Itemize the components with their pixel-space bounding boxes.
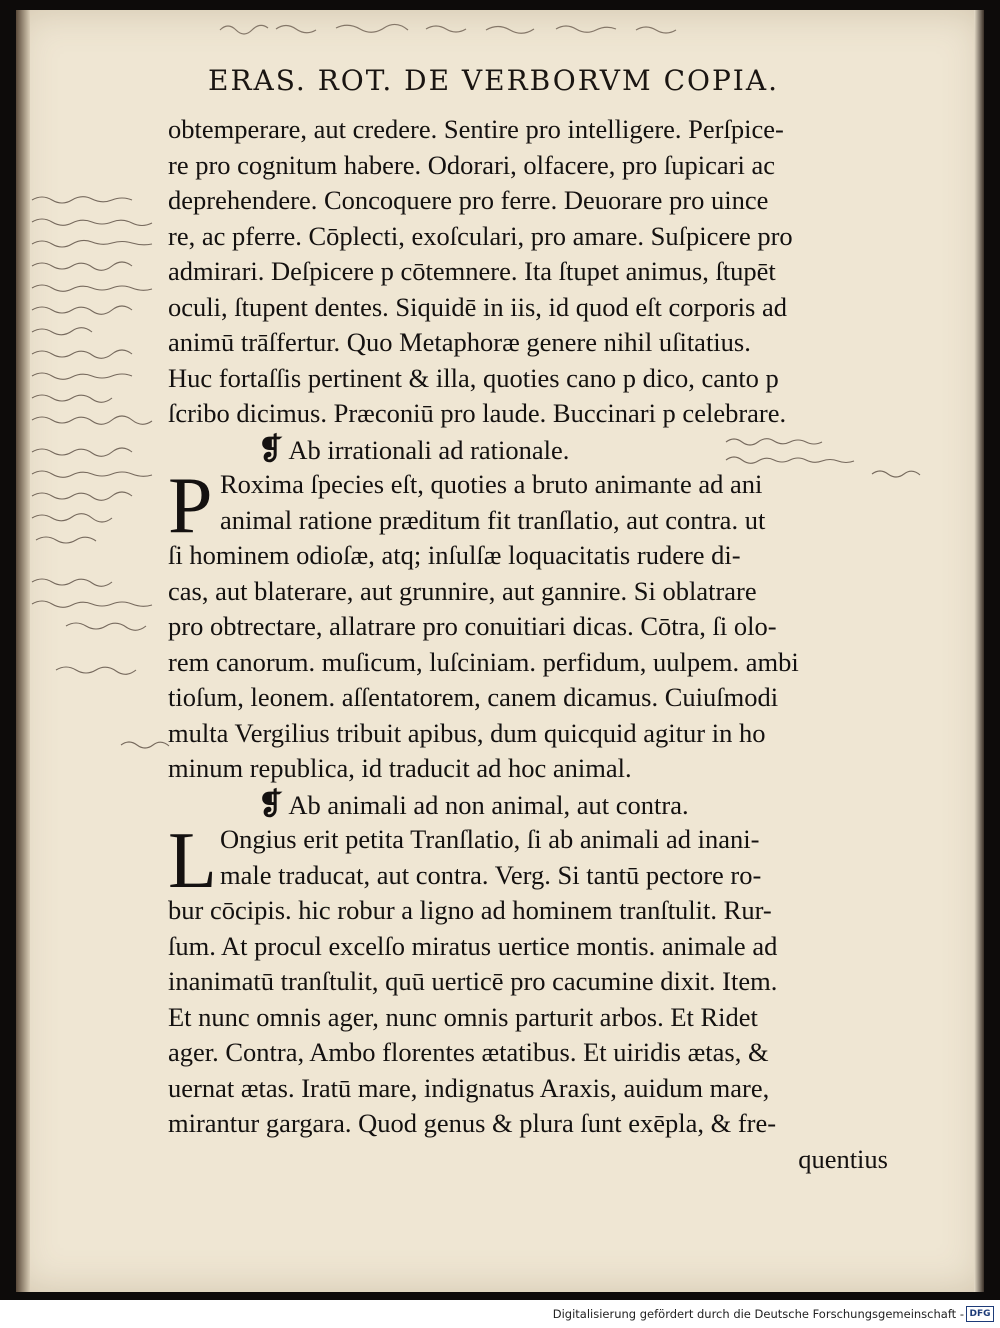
catchword: quentius — [798, 1143, 888, 1174]
text-line: animū trāſfertur. Quo Metaphoræ genere nihil uſitatius. — [168, 327, 751, 357]
text-line: Roxima ſpecies eſt, quoties a bruto animante ad ani — [220, 469, 763, 499]
text-line: Huc fortaſſis pertinent & illa, quoties cano p dico, canto p — [168, 362, 779, 393]
footer-credit: Digitalisierung gefördert durch die Deutsche Forschungsgemeinschaft - — [552, 1307, 964, 1321]
text-line: ſcribo dicimus. Præconiū pro laude. Buccinari p celebrare. — [168, 398, 787, 428]
drop-cap: P — [168, 462, 213, 550]
section-heading — [168, 432, 888, 468]
running-head: ERAS. ROT. DE VERBORVM COPIA. — [208, 64, 779, 97]
text-line: oculi, ſtupent dentes. Siquidē in iis, id quod eſt corporis ad — [168, 291, 787, 322]
text-line: re pro cognitum habere. Odorari, olfacere, pro ſupicari ac — [168, 149, 776, 180]
marginalia-top — [216, 20, 736, 36]
footer-bar — [0, 1300, 1000, 1328]
text-line: mirantur gargara. Quod genus & plura ſunt exēpla, & fre- — [168, 1108, 777, 1138]
pilcrow-icon: ❡ — [258, 432, 284, 466]
section-heading — [168, 787, 888, 823]
drop-cap: L — [168, 817, 217, 905]
text-line: male traducat, aut contra. Verg. Si tantū pectore ro- — [220, 859, 762, 890]
text-line: multa Vergilius tribuit apibus, dum quicquid agitur in ho — [168, 717, 766, 748]
text-line: obtemperare, aut credere. Sentire pro intelligere. Perſpice- — [168, 114, 784, 144]
text-line: inanimatū tranſtulit, quū uerticē pro cacumine dixit. Item. — [168, 966, 778, 996]
text-line: animal ratione præditum fit tranſlatio, aut contra. ut — [220, 504, 766, 535]
paragraph-3 — [168, 817, 888, 1142]
section-heading-text: Ab irrationali ad rationale. — [288, 434, 570, 465]
text-line: admirari. Deſpicere p cōtemnere. Ita ſtupet animus, ſtupēt — [168, 256, 776, 286]
text-line: uernat ætas. Iratū mare, indignatus Araxis, auidum mare, — [168, 1072, 770, 1103]
pilcrow-icon: ❡ — [258, 787, 284, 821]
text-line: bur cōcipis. hic robur a ligno ad hominem tranſtulit. Rur- — [168, 895, 772, 925]
text-line: ager. Contra, Ambo florentes ætatibus. Et uiridis ætas, & — [168, 1037, 769, 1067]
text-line: ſum. At procul excelſo miratus uertice montis. animale ad — [168, 930, 778, 961]
dfg-logo: DFG — [966, 1306, 994, 1322]
text-line: pro obtrectare, allatrare pro conuitiari dicas. Cōtra, ſi olo- — [168, 611, 777, 641]
text-line: ſi hominem odioſæ, atq; inſulſæ loquacitatis rudere di- — [168, 540, 741, 570]
text-line: tioſum, leonem. aſſentatorem, canem dicamus. Cuiuſmodi — [168, 682, 779, 712]
text-block — [168, 112, 888, 1177]
section-heading-text: Ab animali ad non animal, aut contra. — [288, 789, 689, 820]
text-line: rem canorum. muſicum, luſciniam. perfidum, uulpem. ambi — [168, 646, 799, 677]
text-line: cas, aut blaterare, aut grunnire, aut gannire. Si oblatrare — [168, 575, 757, 606]
paragraph-1 — [168, 112, 888, 432]
page-edge-shadow — [974, 10, 984, 1292]
paragraph-2 — [168, 462, 888, 787]
text-line: deprehendere. Concoquere pro ferre. Deuorare pro uince — [168, 185, 769, 215]
text-line: Ongius erit petita Tranſlatio, ſi ab animali ad inani- — [220, 824, 760, 854]
text-line: minum republica, id traducit ad hoc animal. — [168, 753, 632, 783]
text-line: Et nunc omnis ager, nunc omnis parturit arbos. Et Ridet — [168, 1001, 758, 1032]
marginalia-left — [26, 190, 186, 750]
text-line: re, ac pferre. Cōplecti, exoſculari, pro amare. Suſpicere pro — [168, 220, 793, 251]
